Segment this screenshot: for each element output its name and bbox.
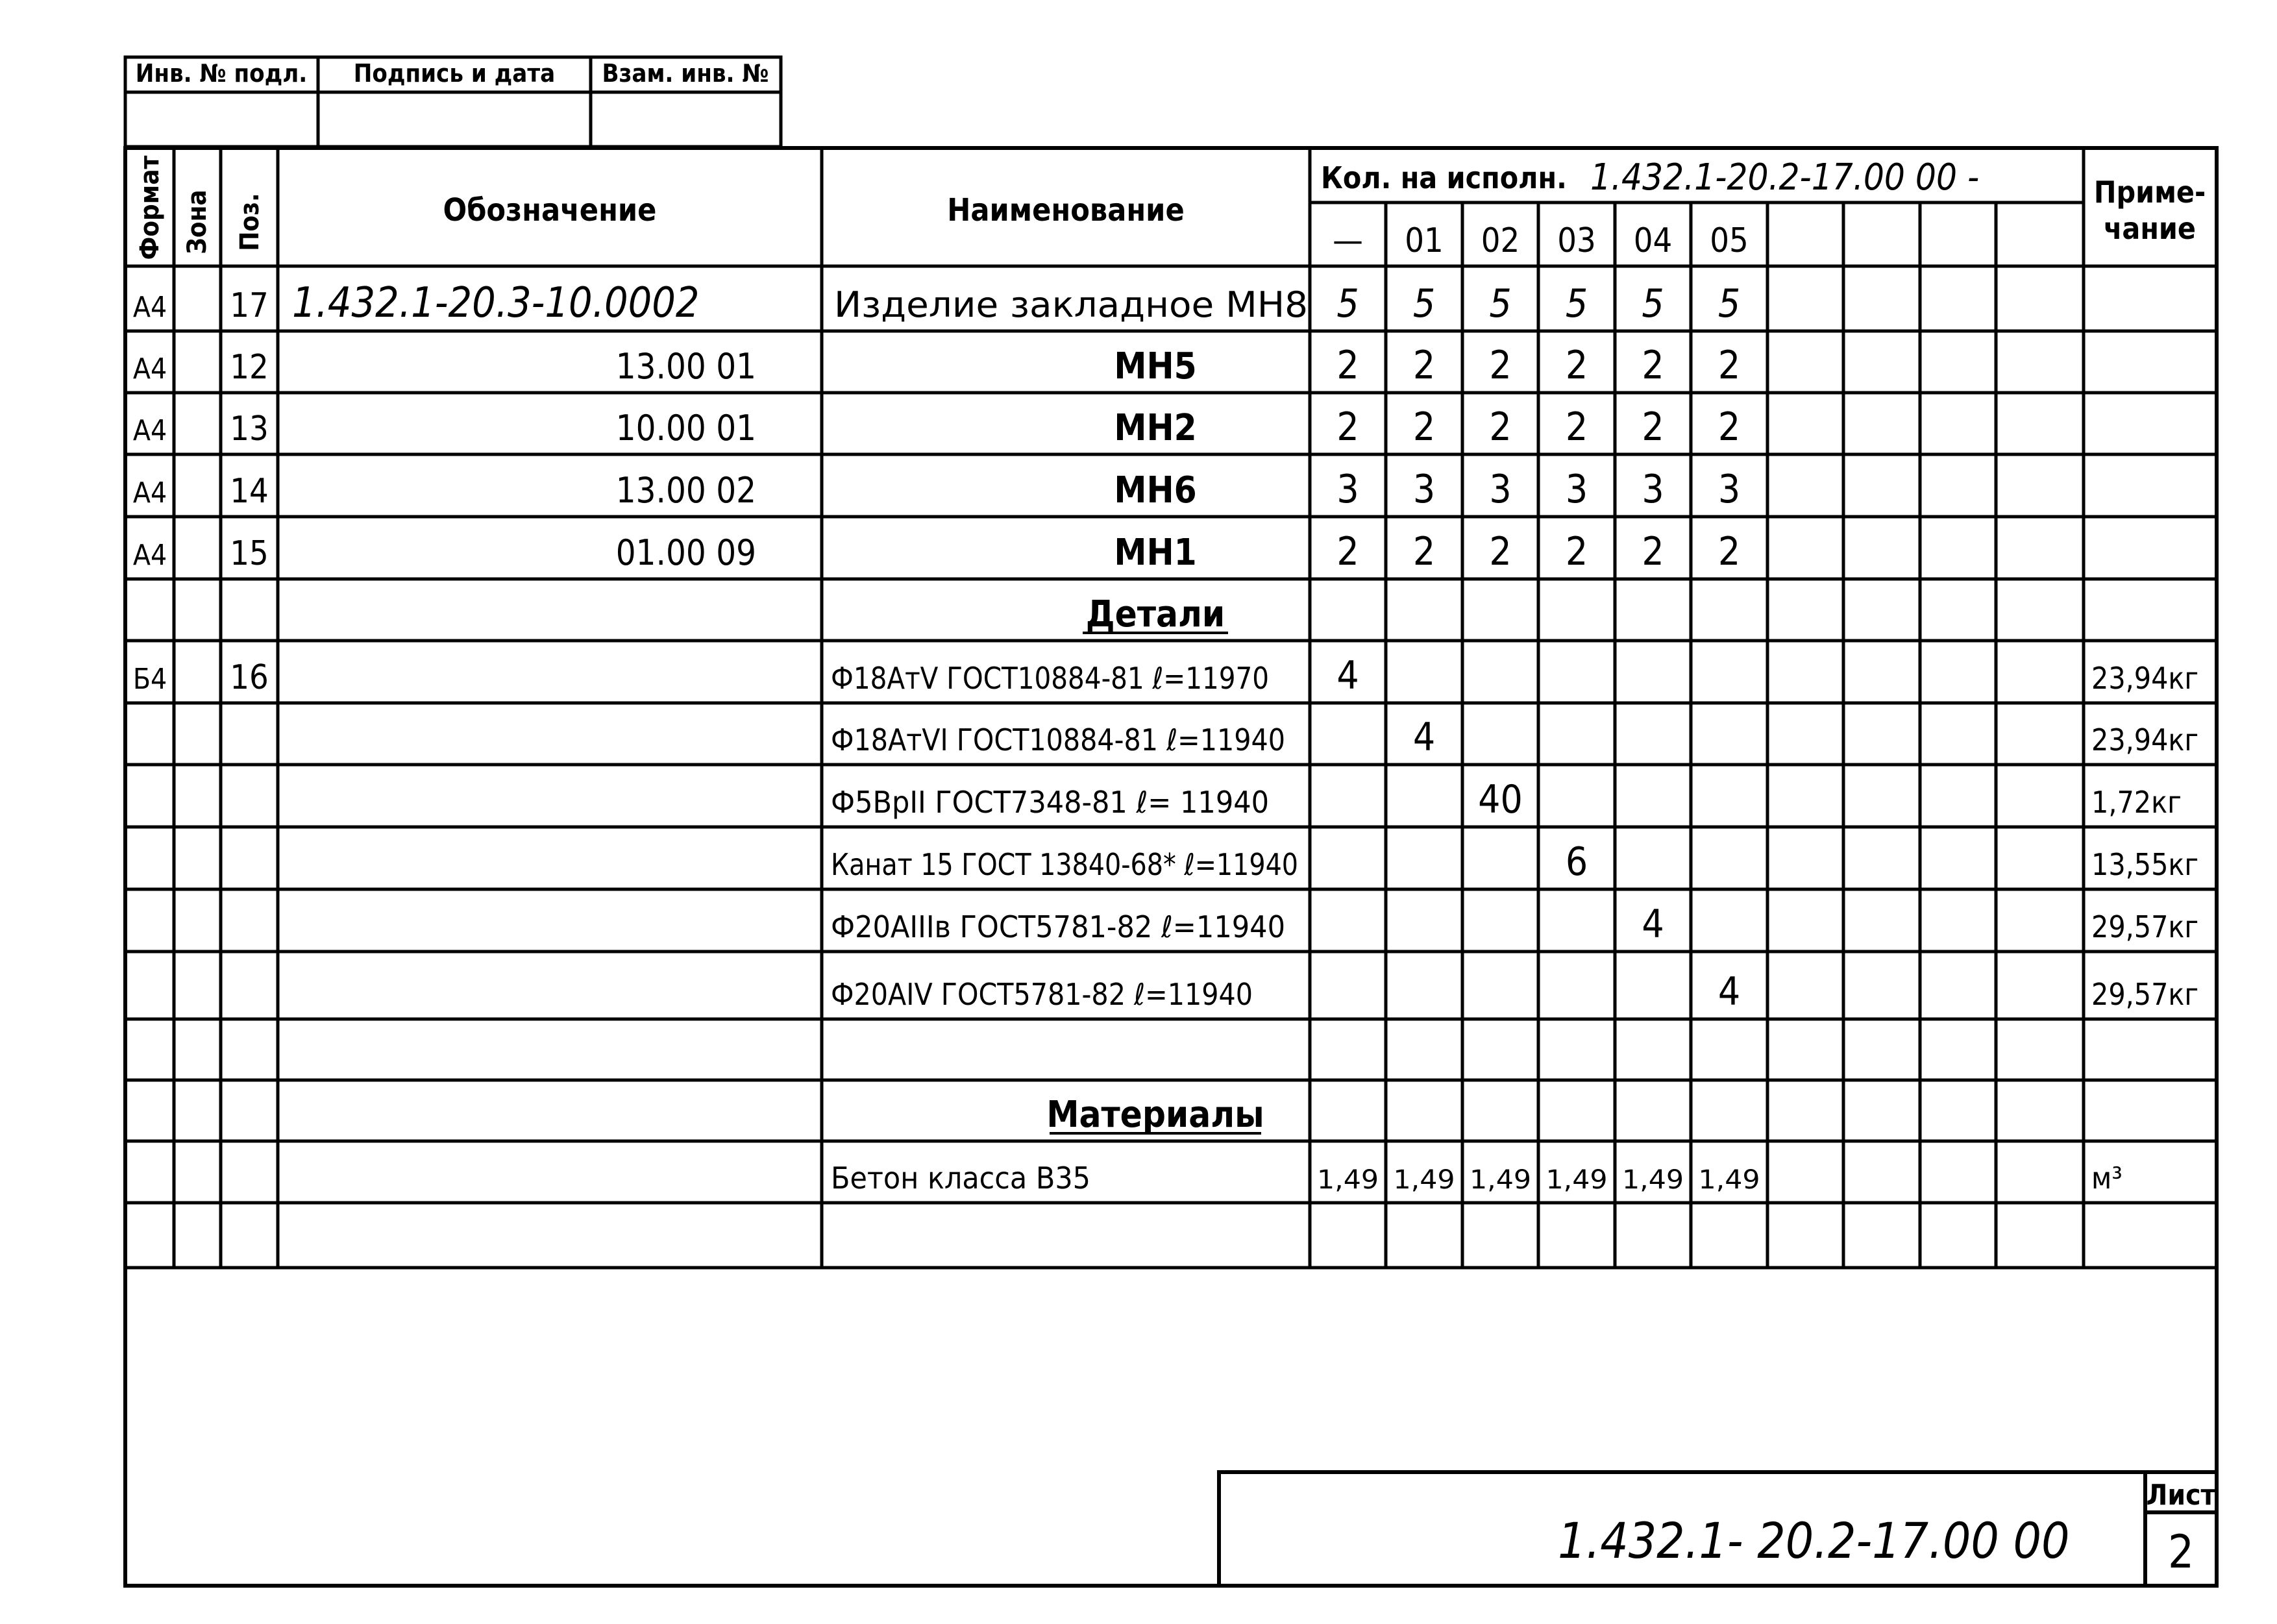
- row-format: Б4: [132, 663, 167, 696]
- table-row: [133, 653, 2198, 698]
- row-qty-4: 3: [1642, 467, 1664, 512]
- row-qty-0: 3: [1336, 467, 1359, 512]
- row-qty-4: 5: [1642, 281, 1664, 326]
- variant-header-5: 05: [1710, 221, 1749, 260]
- row-qty-3: 2: [1565, 404, 1588, 450]
- table-row: [831, 715, 2198, 760]
- title-block-list-number: 2: [2167, 1525, 2195, 1579]
- row-qty-1: 2: [1412, 404, 1436, 450]
- table-row: [133, 529, 1740, 574]
- row-qty-2: 2: [1489, 343, 1512, 388]
- stamp-inv-podl: Инв. № подл.: [135, 59, 308, 88]
- table-row: [1046, 1094, 1264, 1136]
- row-naimenovanie: Ф5ВрII ГОСТ7348-81 ℓ= 11940: [831, 785, 1269, 820]
- row-qty-4: 4: [1642, 902, 1664, 947]
- row-qty-4: 2: [1642, 343, 1664, 388]
- row-qty-0: 2: [1336, 404, 1359, 450]
- row-poz: 13: [230, 410, 269, 449]
- stamp-vzam-inv: Взам. инв. №: [602, 59, 769, 88]
- table-row: [133, 404, 1740, 450]
- row-poz: 17: [230, 286, 269, 325]
- header-format: Формат: [135, 155, 165, 260]
- row-naimenovanie: Ф18АтV ГОСТ10884-81 ℓ=11970: [831, 661, 1269, 696]
- row-oboznachenie: 1.432.1-20.3-10.0002: [292, 279, 700, 327]
- row-qty-2: 2: [1489, 529, 1512, 574]
- row-qty-1: 1,49: [1393, 1165, 1455, 1195]
- row-qty-5: 5: [1717, 281, 1741, 326]
- table-row: [133, 343, 1740, 388]
- row-qty-1: 5: [1412, 281, 1436, 326]
- row-qty-4: 2: [1642, 404, 1664, 450]
- row-poz: 12: [230, 348, 269, 387]
- row-qty-0: 2: [1336, 529, 1359, 574]
- row-primechanie: 29,57кг: [2091, 977, 2199, 1012]
- row-qty-3: 1,49: [1545, 1165, 1608, 1195]
- row-primechanie: м³: [2091, 1161, 2123, 1196]
- row-primechanie: 23,94кг: [2091, 661, 2199, 696]
- row-qty-0: 2: [1336, 343, 1359, 388]
- row-poz: 15: [230, 534, 269, 573]
- row-qty-2: 2: [1489, 404, 1512, 450]
- table-row: [831, 969, 2198, 1015]
- row-naimenovanie: Канат 15 ГОСТ 13840-68* ℓ=11940: [831, 847, 1298, 882]
- row-poz: 14: [230, 472, 269, 511]
- variant-header-2: 02: [1481, 221, 1520, 260]
- row-qty-1: 2: [1412, 529, 1436, 574]
- row-primechanie: 29,57кг: [2091, 909, 2199, 944]
- row-qty-4: 1,49: [1622, 1165, 1684, 1195]
- variant-headers: [1333, 221, 1749, 260]
- row-naimenovanie: Бетон класса В35: [831, 1161, 1090, 1196]
- row-naimenovanie: МН5: [1114, 345, 1197, 388]
- row-naimenovanie: Ф18АтVI ГОСТ10884-81 ℓ=11940: [831, 722, 1285, 757]
- header-poz: Поз.: [235, 193, 265, 251]
- row-naimenovanie: Ф20АIV ГОСТ5781-82 ℓ=11940: [831, 977, 1253, 1012]
- row-qty-5: 2: [1717, 529, 1741, 574]
- row-format: А4: [132, 414, 167, 447]
- table-row: [831, 777, 2182, 822]
- table-row: [133, 279, 1740, 327]
- row-qty-0: 4: [1336, 653, 1359, 698]
- header-naimenovanie: Наименование: [947, 192, 1185, 228]
- row-qty-2: 5: [1489, 281, 1512, 326]
- row-primechanie: 23,94кг: [2091, 722, 2199, 757]
- table-row: [831, 902, 2198, 947]
- row-qty-1: 2: [1412, 343, 1436, 388]
- row-qty-3: 2: [1565, 529, 1588, 574]
- row-qty-5: 1,49: [1698, 1165, 1760, 1195]
- row-naimenovanie: МН6: [1114, 469, 1197, 511]
- section-heading: Детали: [1085, 593, 1225, 635]
- header-prim-line1: Приме-: [2093, 175, 2206, 210]
- row-qty-1: 3: [1412, 467, 1436, 512]
- row-qty-5: 2: [1717, 343, 1741, 388]
- table-row: [133, 467, 1740, 512]
- row-oboznachenie: 13.00 01: [615, 346, 756, 387]
- row-qty-5: 4: [1717, 969, 1741, 1015]
- row-qty-3: 3: [1565, 467, 1588, 512]
- header-zona: Зона: [182, 190, 212, 254]
- variant-header-3: 03: [1557, 221, 1596, 260]
- row-format: А4: [132, 539, 167, 572]
- stamp-podpis-data: Подпись и дата: [353, 59, 556, 88]
- row-qty-5: 3: [1717, 467, 1741, 512]
- row-qty-0: 5: [1336, 281, 1359, 326]
- row-oboznachenie: 01.00 09: [615, 532, 756, 573]
- row-qty-2: 1,49: [1470, 1165, 1531, 1195]
- row-qty-1: 4: [1412, 715, 1436, 760]
- row-oboznachenie: 13.00 02: [615, 470, 756, 511]
- row-primechanie: 1,72кг: [2091, 785, 2182, 820]
- row-naimenovanie: МН2: [1114, 407, 1197, 449]
- row-poz: 16: [230, 658, 269, 697]
- row-oboznachenie: 10.00 01: [615, 408, 756, 449]
- table-row: [831, 1161, 2123, 1196]
- header-kol-code: 1.432.1-20.2-17.00 00 -: [1590, 156, 1980, 199]
- header-oboznachenie: Обозначение: [443, 192, 657, 228]
- row-primechanie: 13,55кг: [2091, 847, 2199, 882]
- row-qty-3: 2: [1565, 343, 1588, 388]
- variant-header-1: 01: [1405, 221, 1444, 260]
- row-format: А4: [132, 476, 167, 510]
- row-qty-0: 1,49: [1317, 1165, 1379, 1195]
- row-format: А4: [132, 352, 167, 386]
- table-row: [831, 839, 2198, 885]
- header-prim-line2: чание: [2104, 211, 2196, 246]
- row-qty-3: 5: [1565, 281, 1588, 326]
- title-block-list-label: Лист: [2146, 1479, 2216, 1512]
- row-qty-2: 40: [1478, 777, 1523, 822]
- title-block-code: 1.432.1- 20.2-17.00 00: [1558, 1512, 2070, 1569]
- row-qty-4: 2: [1642, 529, 1664, 574]
- variant-header-0: —: [1333, 221, 1363, 260]
- header-kol-label: Кол. на исполн.: [1321, 160, 1567, 195]
- table-row: [1083, 593, 1228, 635]
- row-qty-2: 3: [1489, 467, 1512, 512]
- row-naimenovanie: Изделие закладное МН8: [834, 284, 1308, 325]
- variant-header-4: 04: [1633, 221, 1673, 260]
- row-naimenovanie: Ф20АIIIв ГОСТ5781-82 ℓ=11940: [831, 909, 1285, 944]
- row-naimenovanie: МН1: [1114, 532, 1197, 574]
- specification-rows: [133, 279, 2198, 1196]
- row-qty-5: 2: [1717, 404, 1741, 450]
- row-format: А4: [132, 291, 167, 324]
- row-qty-3: 6: [1565, 839, 1588, 885]
- section-heading: Материалы: [1046, 1094, 1264, 1136]
